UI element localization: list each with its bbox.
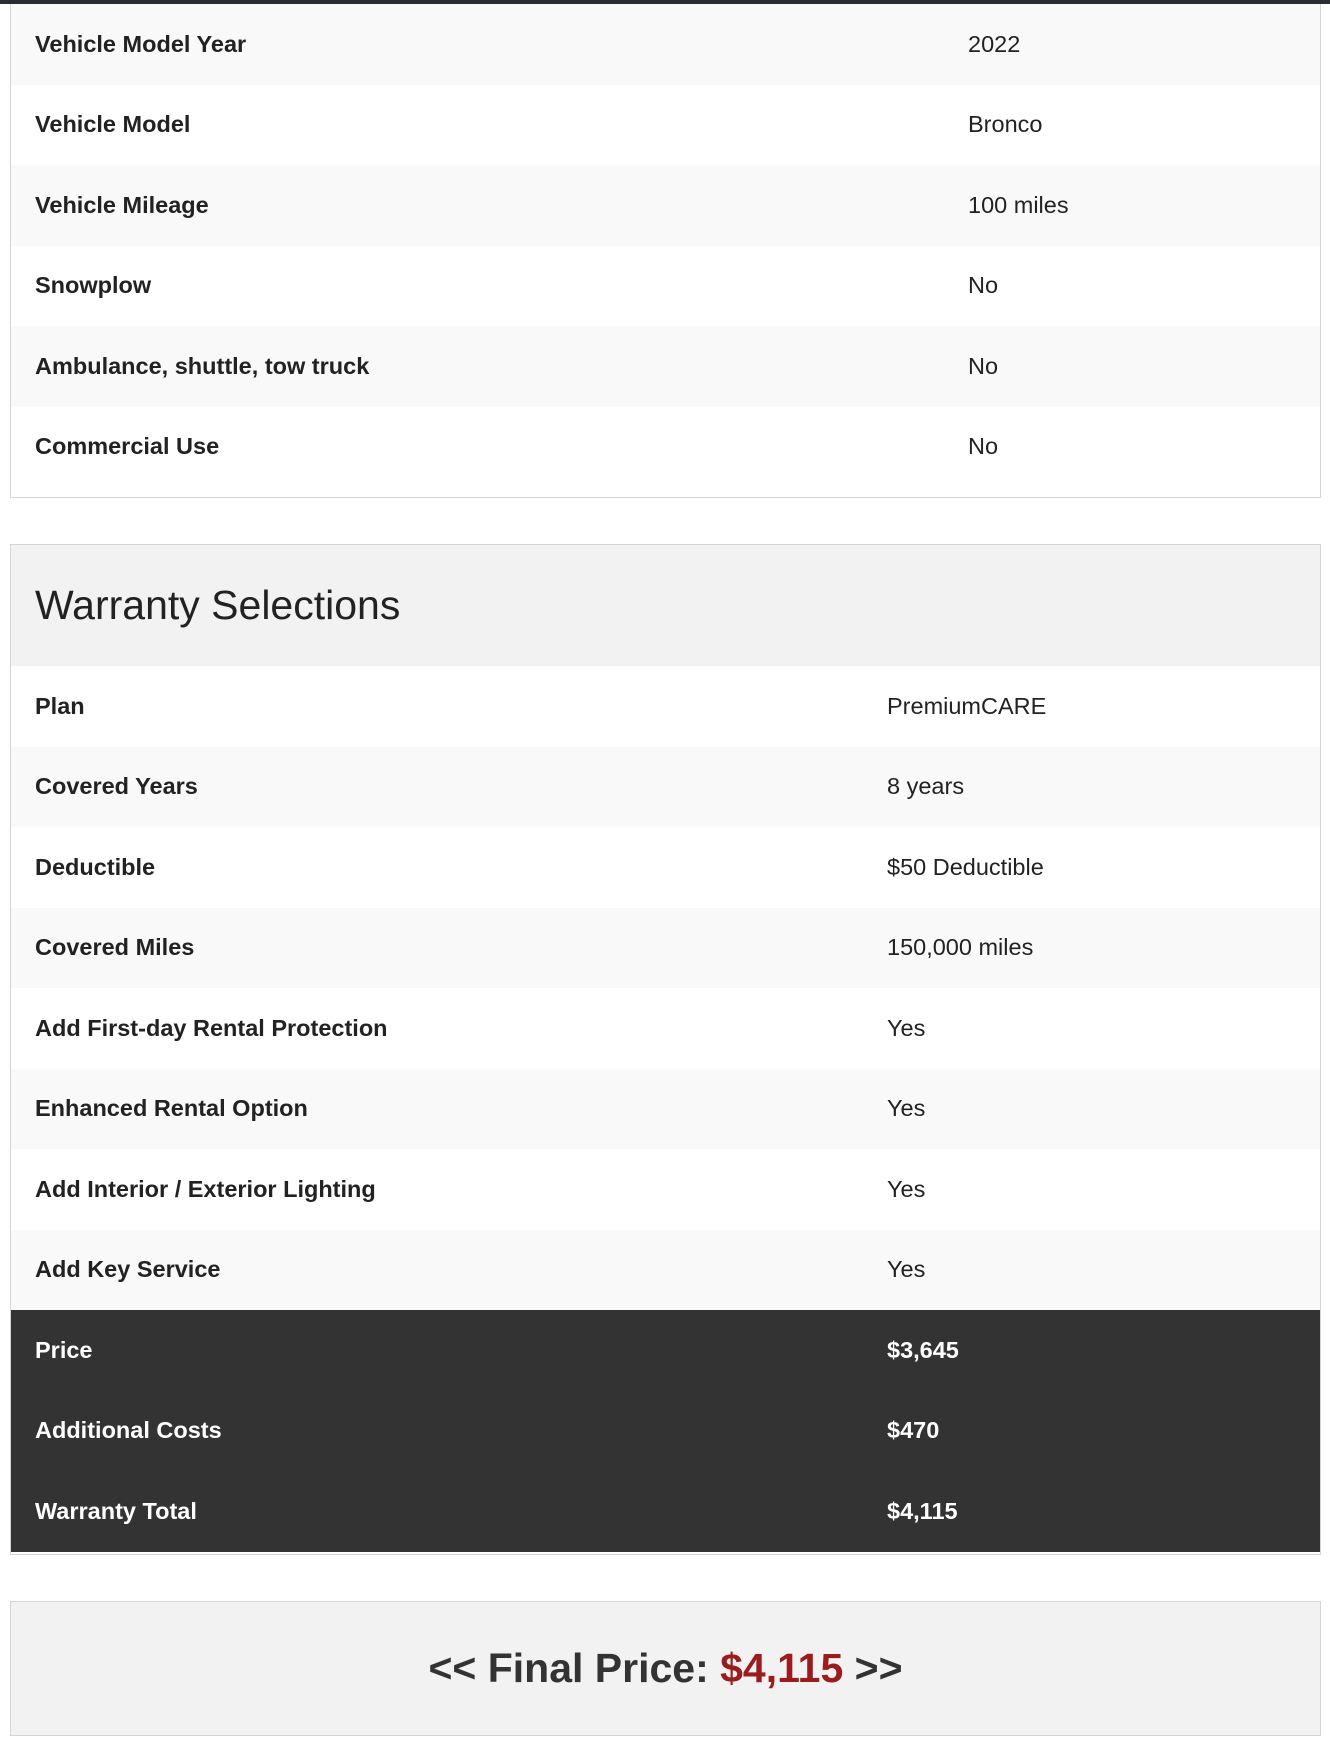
final-price-line [11, 1602, 1320, 1735]
table-row [11, 326, 1320, 407]
warranty-total-value: $4,115 [887, 1497, 958, 1524]
row-value: $50 Deductible [887, 853, 1044, 880]
table-row [11, 165, 1320, 246]
row-label: Add Key Service [35, 1256, 221, 1283]
table-row [11, 827, 1320, 908]
row-label: Vehicle Model [35, 111, 191, 138]
row-label: Covered Miles [35, 934, 195, 961]
final-price-suffix: >> [843, 1645, 903, 1691]
warranty-total-row [11, 1471, 1320, 1552]
row-label: Snowplow [35, 272, 152, 299]
row-value: 100 miles [968, 191, 1069, 218]
row-value: PremiumCARE [887, 692, 1047, 719]
table-row [11, 246, 1320, 327]
table-row [11, 407, 1320, 488]
row-value: Yes [887, 1175, 926, 1202]
row-label: Vehicle Mileage [35, 191, 209, 218]
row-value: No [968, 433, 999, 460]
row-value: 150,000 miles [887, 934, 1034, 961]
row-label: Covered Years [35, 773, 198, 800]
row-label: Add Interior / Exterior Lighting [35, 1175, 376, 1202]
additional-costs-label: Additional Costs [35, 1417, 222, 1444]
final-price-amount: $4,115 [720, 1645, 844, 1691]
row-value: Bronco [968, 111, 1043, 138]
warranty-selections-panel [10, 544, 1321, 1555]
row-label: Plan [35, 692, 85, 719]
table-row [11, 666, 1320, 747]
table-row [11, 4, 1320, 85]
table-row [11, 85, 1320, 166]
row-value: Yes [887, 1256, 926, 1283]
price-label: Price [35, 1336, 93, 1363]
table-row [11, 908, 1320, 989]
panel-heading: Warranty Selections [11, 545, 1320, 666]
additional-costs-row [11, 1391, 1320, 1472]
row-label: Add First-day Rental Protection [35, 1014, 388, 1041]
warranty-total-label: Warranty Total [35, 1497, 197, 1524]
table-row [11, 747, 1320, 828]
row-value: 2022 [968, 30, 1021, 57]
row-label: Vehicle Model Year [35, 30, 247, 57]
row-value: Yes [887, 1095, 926, 1122]
row-label: Commercial Use [35, 433, 220, 460]
row-value: Yes [887, 1014, 926, 1041]
row-value: No [968, 352, 999, 379]
row-label: Enhanced Rental Option [35, 1095, 308, 1122]
final-price-prefix: << Final Price: [428, 1645, 721, 1691]
row-value: 8 years [887, 773, 965, 800]
price-row [11, 1310, 1320, 1391]
price-value: $3,645 [887, 1336, 959, 1363]
row-value: No [968, 272, 999, 299]
row-label: Deductible [35, 853, 156, 880]
additional-costs-value: $470 [887, 1417, 940, 1444]
table-row [11, 1230, 1320, 1311]
table-row [11, 988, 1320, 1069]
table-row [11, 1149, 1320, 1230]
row-label: Ambulance, shuttle, tow truck [35, 352, 370, 379]
final-price-panel [10, 1601, 1321, 1736]
vehicle-details-table [10, 4, 1321, 498]
totals-block [11, 1310, 1320, 1552]
table-row [11, 1069, 1320, 1150]
